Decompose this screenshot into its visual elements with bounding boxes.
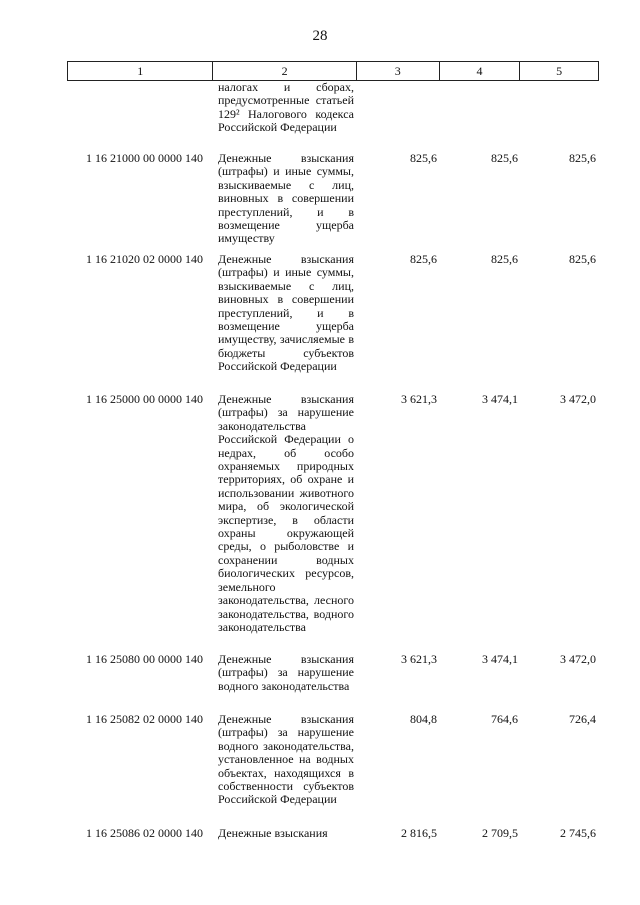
row-code: 1 16 21020 02 0000 140 bbox=[86, 252, 203, 266]
table-body bbox=[67, 81, 599, 847]
row-value-col-4: 3 474,1 bbox=[482, 652, 518, 666]
row-description: Денежные взыскания (штрафы) за нарушение законодательства Российской Федерации о недрах, об особо охраняемых природных территориях, об охране и использовании животного мира, об экологической экспертизе, в области охраны окружающей среды, о рыболовстве и сохранении водных биологических ресурсов, земельного законодательства, лесного законодательства, водного законодательства bbox=[218, 392, 354, 634]
header-col-2: 2 bbox=[213, 62, 356, 80]
row-description: Денежные взыскания (штрафы) и иные суммы, взыскиваемые с лиц, виновных в совершении преступлений, и в возмещение ущерба имуществу bbox=[218, 151, 354, 246]
row-value-col-5: 2 745,6 bbox=[560, 826, 596, 840]
row-description: налогах и сборах, предусмотренные статьей 129² Налогового кодекса Российской Федерации bbox=[218, 80, 354, 135]
row-value-col-4 bbox=[440, 81, 521, 152]
row-code: 1 16 21000 00 0000 140 bbox=[86, 151, 203, 165]
table-row bbox=[67, 152, 599, 253]
row-value-col-5: 726,4 bbox=[569, 712, 596, 726]
row-value-col-5: 825,6 bbox=[569, 151, 596, 165]
row-value-col-4: 3 474,1 bbox=[482, 392, 518, 406]
header-col-5: 5 bbox=[556, 64, 563, 78]
row-value-col-3: 3 621,3 bbox=[401, 652, 437, 666]
row-code: 1 16 25086 02 0000 140 bbox=[86, 826, 203, 840]
header-col-3: 3 bbox=[357, 62, 440, 80]
row-value-col-5: 3 472,0 bbox=[560, 392, 596, 406]
row-description: Денежные взыскания (штрафы) за нарушение водного законодательства bbox=[218, 652, 354, 693]
row-value-col-5: 3 472,0 bbox=[560, 652, 596, 666]
table-row bbox=[67, 713, 599, 827]
table-row bbox=[67, 253, 599, 393]
row-code: 1 16 25082 02 0000 140 bbox=[86, 712, 203, 726]
row-value-col-4: 825,6 bbox=[491, 151, 518, 165]
row-code bbox=[67, 81, 213, 152]
row-value-col-3: 3 621,3 bbox=[401, 392, 437, 406]
row-value-col-3: 804,8 bbox=[410, 712, 437, 726]
header-col-4: 4 bbox=[440, 62, 521, 80]
table-row bbox=[67, 393, 599, 653]
table-row bbox=[67, 827, 599, 847]
page-number: 28 bbox=[312, 28, 328, 44]
row-value-col-4: 764,6 bbox=[491, 712, 518, 726]
table-header bbox=[67, 61, 599, 81]
row-value-col-4: 2 709,5 bbox=[482, 826, 518, 840]
row-value-col-4: 825,6 bbox=[491, 252, 518, 266]
row-description: Денежные взыскания bbox=[218, 826, 328, 840]
row-value-col-3: 825,6 bbox=[410, 151, 437, 165]
row-value-col-3 bbox=[357, 81, 440, 152]
table-row bbox=[67, 81, 599, 152]
row-code: 1 16 25000 00 0000 140 bbox=[86, 392, 203, 406]
row-description: Денежные взыскания (штрафы) и иные суммы, взыскиваемые с лиц, виновных в совершении преступлений, и в возмещение ущерба имуществу, зачисляемые в бюджеты субъектов Российской Федерации bbox=[218, 252, 354, 374]
header-col-1: 1 bbox=[68, 62, 213, 80]
row-description: Денежные взыскания (штрафы) за нарушение водного законодательства, установленное на водных объектах, находящихся в собственности субъектов Российской Федерации bbox=[218, 712, 354, 807]
table-row bbox=[67, 653, 599, 713]
row-value-col-5: 825,6 bbox=[569, 252, 596, 266]
row-value-col-5 bbox=[521, 81, 599, 152]
row-value-col-3: 2 816,5 bbox=[401, 826, 437, 840]
row-code: 1 16 25080 00 0000 140 bbox=[86, 652, 203, 666]
row-value-col-3: 825,6 bbox=[410, 252, 437, 266]
